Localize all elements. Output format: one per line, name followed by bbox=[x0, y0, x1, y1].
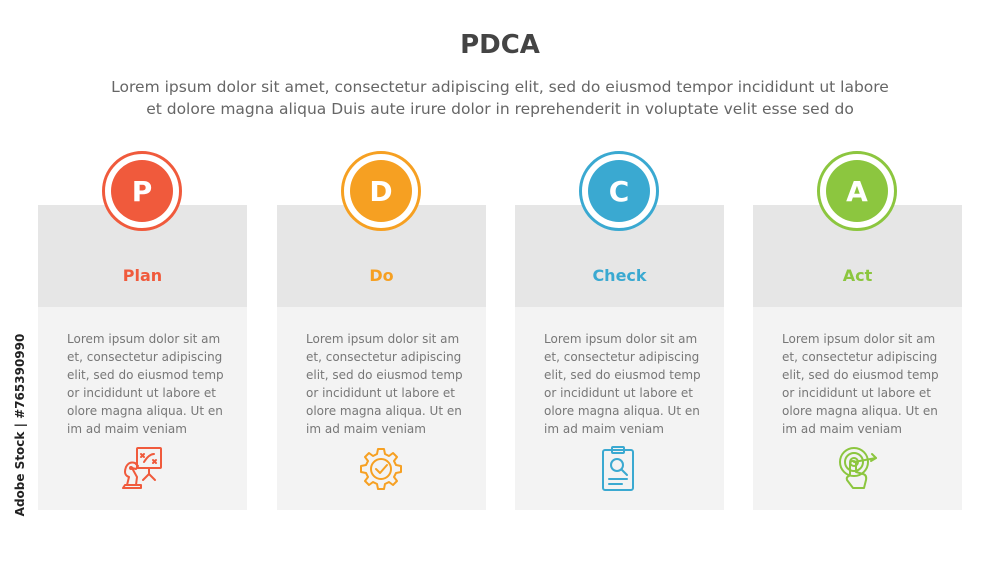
badge-act bbox=[817, 151, 897, 231]
description-line: olore magna aliqua. Ut en bbox=[782, 404, 938, 418]
description-line: im ad maim veniam bbox=[544, 422, 664, 436]
badge-plan bbox=[102, 151, 182, 231]
description-line: or incididunt ut labore et bbox=[544, 386, 693, 400]
description-line: et, consectetur adipiscing bbox=[782, 350, 938, 364]
description-line: or incididunt ut labore et bbox=[306, 386, 455, 400]
description-line: olore magna aliqua. Ut en bbox=[544, 404, 700, 418]
step-description-do bbox=[306, 330, 466, 438]
subtitle-line: Lorem ipsum dolor sit amet, consectetur adipiscing elit, sed do eiusmod tempor incididunt ut labore bbox=[111, 78, 889, 96]
description-line: et, consectetur adipiscing bbox=[306, 350, 462, 364]
subtitle-line: et dolore magna aliqua Duis aute irure dolor in reprehenderit in voluptate velit esse sed do bbox=[146, 100, 854, 118]
description-line: im ad maim veniam bbox=[67, 422, 187, 436]
step-description-plan bbox=[67, 330, 227, 438]
badge-do bbox=[341, 151, 421, 231]
gear-check-icon bbox=[356, 444, 406, 494]
description-line: et, consectetur adipiscing bbox=[67, 350, 223, 364]
step-description-check bbox=[544, 330, 704, 438]
page-title: PDCA bbox=[460, 30, 540, 60]
badge-letter: P bbox=[111, 160, 173, 222]
watermark bbox=[8, 320, 32, 530]
description-line: im ad maim veniam bbox=[306, 422, 426, 436]
description-line: olore magna aliqua. Ut en bbox=[67, 404, 223, 418]
description-line: Lorem ipsum dolor sit am bbox=[67, 332, 221, 346]
description-line: Lorem ipsum dolor sit am bbox=[782, 332, 936, 346]
description-line: im ad maim veniam bbox=[782, 422, 902, 436]
badge-letter: A bbox=[826, 160, 888, 222]
description-line: elit, sed do eiusmod temp bbox=[782, 368, 939, 382]
badge-check bbox=[579, 151, 659, 231]
description-line: or incididunt ut labore et bbox=[782, 386, 931, 400]
badge-letter: D bbox=[350, 160, 412, 222]
clipboard-search-icon bbox=[594, 444, 644, 494]
description-line: elit, sed do eiusmod temp bbox=[306, 368, 463, 382]
page-subtitle bbox=[60, 76, 940, 120]
step-description-act bbox=[782, 330, 942, 438]
target-hand-icon bbox=[832, 444, 882, 494]
description-line: Lorem ipsum dolor sit am bbox=[306, 332, 460, 346]
strategy-board-icon bbox=[117, 444, 167, 494]
description-line: et, consectetur adipiscing bbox=[544, 350, 700, 364]
badge-letter: C bbox=[588, 160, 650, 222]
description-line: elit, sed do eiusmod temp bbox=[544, 368, 701, 382]
description-line: or incididunt ut labore et bbox=[67, 386, 216, 400]
step-label-act: Act bbox=[842, 266, 873, 285]
description-line: Lorem ipsum dolor sit am bbox=[544, 332, 698, 346]
step-label-do: Do bbox=[369, 266, 394, 285]
description-line: elit, sed do eiusmod temp bbox=[67, 368, 224, 382]
step-label-plan: Plan bbox=[122, 266, 163, 285]
description-line: olore magna aliqua. Ut en bbox=[306, 404, 462, 418]
watermark-text: Adobe Stock | #765390990 bbox=[13, 333, 27, 517]
step-label-check: Check bbox=[592, 266, 647, 285]
